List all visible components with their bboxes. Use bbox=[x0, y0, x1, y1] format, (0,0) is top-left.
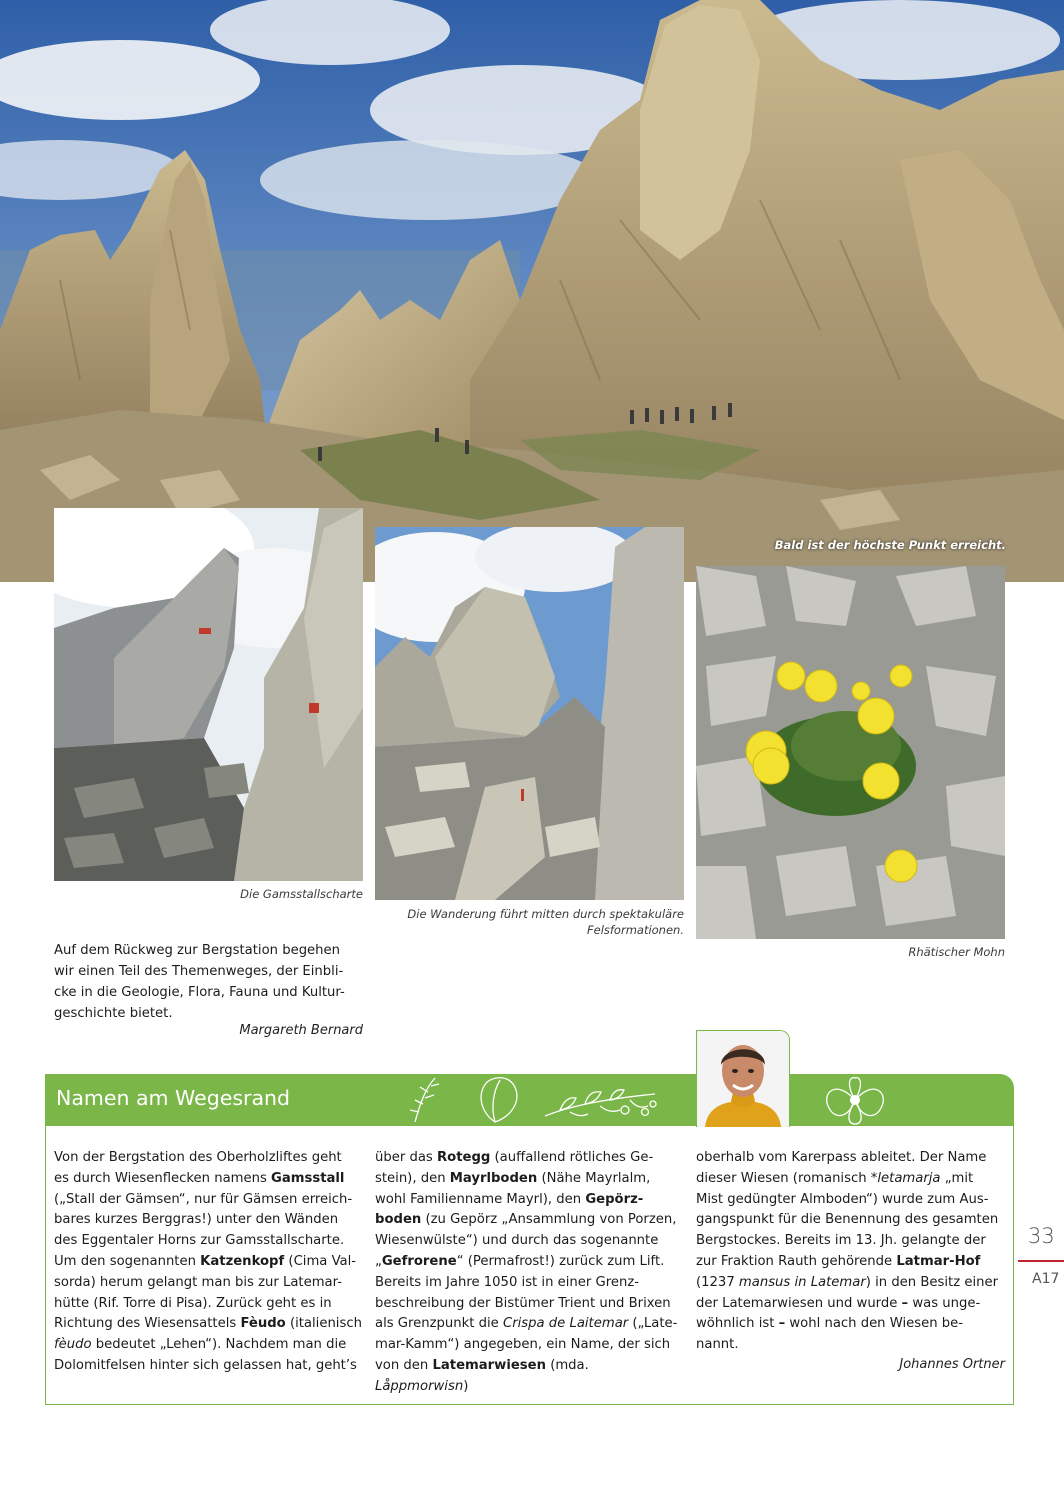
box-line: über das Rotegg (auffallend rötliches Ge- bbox=[375, 1150, 654, 1165]
box-column-1 bbox=[54, 1148, 364, 1377]
intro-line: wir einen Teil des Themenweges, der Einbli- bbox=[54, 964, 344, 979]
intro-line: Auf dem Rückweg zur Bergstation begehen bbox=[54, 943, 341, 958]
box-line: Richtung des Wiesensattels Fèudo (italienisch bbox=[54, 1316, 362, 1332]
hero-caption: Bald ist der höchste Punkt erreicht. bbox=[774, 538, 1006, 552]
photo-rhaetischer-mohn bbox=[696, 566, 1005, 939]
box-line: als Grenzpunkt die Crispa de Laitemar („Late- bbox=[375, 1316, 678, 1332]
intro-line: cke in die Geologie, Flora, Fauna und Kultur- bbox=[54, 985, 345, 1000]
box-column-3 bbox=[696, 1148, 1006, 1356]
box-line: oberhalb vom Karerpass ableitet. Der Name bbox=[696, 1150, 987, 1165]
box-line: der Latemarwiesen und wurde – was unge- bbox=[696, 1295, 981, 1311]
page-number: 33 bbox=[1028, 1224, 1055, 1248]
author-portrait bbox=[696, 1030, 790, 1127]
box-line: wöhnlich ist – wohl nach den Wiesen be- bbox=[696, 1316, 964, 1332]
box-line: „Gefrorene“ (Permafrost!) zurück zum Lift. bbox=[375, 1253, 665, 1269]
box-line: des Eggentaler Horns zur Gamsstallscharte. bbox=[54, 1233, 345, 1249]
box-line: Wiesenwülste“) und durch das sogenannte bbox=[375, 1233, 659, 1249]
box-line: mar-Kamm“) angegeben, ein Name, der sich bbox=[375, 1337, 671, 1353]
box-column-2 bbox=[375, 1148, 685, 1398]
intro-paragraph bbox=[54, 940, 364, 1024]
photo-gamsstallscharte bbox=[54, 508, 363, 881]
box-line: es durch Wiesenflecken namens Gamsstall bbox=[54, 1170, 345, 1186]
box-line: („Stall der Gämsen“, nur für Gämsen erreich- bbox=[54, 1191, 353, 1207]
box-line: von den Latemarwiesen (mda. Låppmorwisn) bbox=[375, 1357, 589, 1394]
box-line: Von der Bergstation des Oberholzliftes geht bbox=[54, 1150, 342, 1165]
page-code: A17 bbox=[1032, 1271, 1060, 1287]
box-line: beschreibung der Bistümer Trient und Brixen bbox=[375, 1295, 671, 1311]
box-line: Dolomitfelsen hinter sich gelassen hat, geht’s bbox=[54, 1357, 357, 1373]
poppy-flower-icon bbox=[815, 1074, 895, 1126]
box-line: Bereits im Jahre 1050 ist in einer Grenz- bbox=[375, 1274, 640, 1290]
box-line: zur Fraktion Rauth gehörende Latmar-Hof bbox=[696, 1253, 981, 1269]
botanical-ornament-icon bbox=[395, 1074, 695, 1126]
box-line: boden (zu Gepörz „Ansammlung von Porzen, bbox=[375, 1212, 677, 1228]
box-line: Mist gedüngter Almboden“) wurde zum Aus- bbox=[696, 1191, 989, 1207]
box-line: fèudo bedeutet „Lehen“). Nachdem man die bbox=[54, 1337, 347, 1353]
box-line: (1237 mansus in Latemar) in den Besitz einer bbox=[696, 1274, 999, 1290]
box-line: sorda) herum gelangt man bis zur Latemar- bbox=[54, 1274, 342, 1290]
intro-author: Margareth Bernard bbox=[239, 1023, 363, 1038]
box-line: Bergstockes. Bereits im 13. Jh. gelangte der bbox=[696, 1233, 986, 1249]
box-line: nannt. bbox=[696, 1337, 739, 1353]
box-line: stein), den Mayrlboden (Nähe Mayrlalm, bbox=[375, 1170, 651, 1186]
caption-photo-2-line2: Felsformationen. bbox=[587, 923, 684, 937]
photo-wanderung-felsformationen bbox=[375, 527, 684, 900]
box-line: bares kurzes Berggras!) unter den Wänden bbox=[54, 1212, 339, 1228]
caption-photo-3: Rhätischer Mohn bbox=[908, 945, 1005, 959]
box-author: Johannes Ortner bbox=[899, 1357, 1005, 1372]
caption-photo-2 bbox=[375, 906, 684, 938]
box-title: Namen am Wegesrand bbox=[56, 1086, 291, 1110]
box-line: dieser Wiesen (romanisch *letamarja „mit bbox=[696, 1170, 974, 1186]
page-number-rule bbox=[1018, 1260, 1064, 1262]
box-line: wohl Familienname Mayrl), den Gepörz- bbox=[375, 1191, 644, 1207]
intro-line: geschichte bietet. bbox=[54, 1006, 173, 1021]
box-line: hütte (Rif. Torre di Pisa). Zurück geht es in bbox=[54, 1295, 332, 1311]
hero-photo-mountains bbox=[0, 0, 1064, 582]
box-line: gangspunkt für die Benennung des gesamten bbox=[696, 1212, 999, 1228]
box-line: Um den sogenannten Katzenkopf (Cima Val- bbox=[54, 1253, 357, 1269]
caption-photo-1: Die Gamsstallscharte bbox=[240, 887, 363, 901]
caption-photo-2-line1: Die Wanderung führt mitten durch spektakuläre bbox=[407, 907, 684, 921]
